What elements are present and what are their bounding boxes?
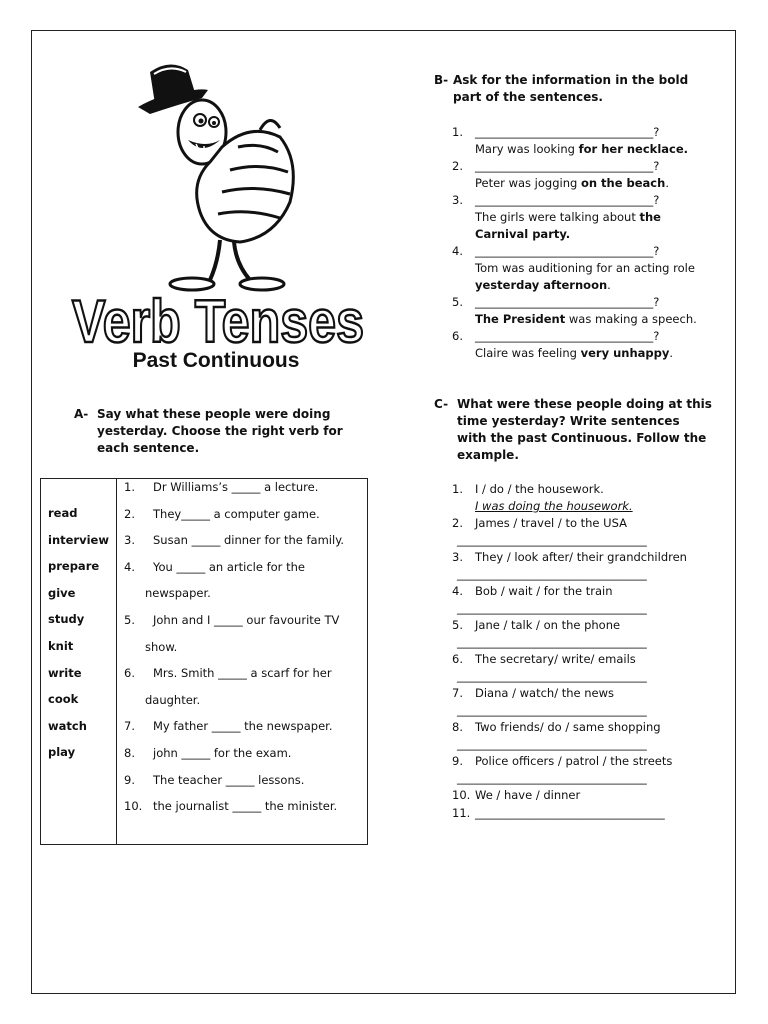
item-prompt: Jane / talk / on the phone [475, 618, 621, 632]
item-number: 7. [452, 686, 463, 700]
sentence-number: 5. [124, 613, 135, 627]
item-prompt: Police officers / patrol / the streets [475, 754, 673, 768]
sentence-number: 6. [124, 666, 135, 681]
sentence-fragment: was making a speech. [565, 312, 697, 326]
sentence-text: newspaper. [145, 586, 211, 601]
svg-text:Verb Tenses: Verb Tenses [72, 288, 364, 355]
answer-line: _________________________________ [457, 567, 647, 581]
prompt-sentence [475, 142, 688, 156]
sentence-text: Susan _____ dinner for the family. [153, 533, 345, 548]
item-number: 2. [452, 516, 463, 530]
section-b-letter: B- [434, 73, 449, 87]
sentence-text: show. [145, 639, 178, 654]
section-c-letter: C- [434, 397, 449, 411]
item-number: 4. [452, 584, 463, 598]
example-answer: I was doing the housework. [475, 499, 633, 513]
verb-option: interview [48, 532, 109, 547]
verb-option: watch [48, 718, 87, 733]
answer-line: _________________________________ [457, 601, 647, 615]
thumbs-mascot-illustration [130, 52, 300, 292]
sentence-fragment: Peter was jogging [475, 176, 581, 190]
item-prompt: Bob / wait / for the train [475, 584, 613, 598]
sentence-number: 8. [124, 746, 135, 760]
item-prompt: Diana / watch/ the news [475, 686, 615, 700]
section-c-instruction: What were these people doing at this time yesterday? Write sentences with the past Continuous. Follow the example. [457, 397, 712, 462]
bold-phrase: Carnival party. [475, 227, 571, 241]
question-number: 2. [452, 159, 463, 173]
verb-option: prepare [48, 559, 100, 574]
item-number: 11. [452, 806, 471, 820]
item-prompt: We / have / dinner [475, 788, 581, 802]
prompt-sentence [475, 176, 669, 190]
worksheet-subtitle: Past Continuous [132, 349, 300, 372]
section-b-heading [434, 72, 734, 112]
sentence-text: John and I _____ our favourite TV [153, 613, 340, 627]
prompt-sentence [475, 227, 570, 241]
answer-blank: _______________________________? [475, 193, 660, 207]
item-prompt: I / do / the housework. [475, 482, 604, 496]
sentence-text: My father _____ the newspaper. [153, 719, 333, 734]
sentence-text: The teacher _____ lessons. [153, 772, 305, 787]
answer-blank: _______________________________? [475, 159, 660, 173]
answer-line: _________________________________ [457, 737, 647, 751]
item-number: 3. [452, 550, 463, 564]
sentence-number: 4. [124, 559, 135, 574]
sentence-text: Mrs. Smith _____ a scarf for her [153, 666, 332, 681]
sentence-number: 9. [124, 772, 135, 787]
bold-phrase: for her necklace. [578, 142, 689, 156]
answer-line: _________________________________ [457, 533, 647, 547]
sentence-fragment: . [607, 278, 611, 292]
sentence-fragment: Claire was feeling [475, 346, 581, 360]
worksheet-title [68, 288, 368, 355]
answer-line: _________________________________ [457, 703, 647, 717]
item-prompt: James / travel / to the USA [475, 516, 627, 530]
section-b-instruction: Ask for the information in the bold part of the sentences. [453, 73, 689, 104]
verb-option: read [48, 506, 78, 520]
question-number: 3. [452, 193, 463, 207]
item-number: 8. [452, 720, 463, 734]
sentence-text: daughter. [145, 692, 201, 707]
sentence-number: 3. [124, 533, 135, 548]
prompt-sentence [475, 278, 611, 292]
sentence-fragment: The girls were talking about [475, 210, 640, 224]
prompt-sentence [475, 210, 661, 224]
prompt-sentence [475, 346, 673, 360]
bold-phrase: the [639, 210, 661, 224]
verb-option: write [48, 665, 82, 680]
bold-phrase: on the beach [580, 176, 666, 190]
sentence-number: 10. [124, 799, 143, 814]
sentence-text: They_____ a computer game. [153, 506, 320, 521]
section-a-letter: A- [74, 407, 89, 421]
item-prompt: The secretary/ write/ emails [475, 652, 636, 666]
answer-line: _________________________________ [457, 669, 647, 683]
sentence-fragment: . [669, 346, 674, 360]
answer-blank: _______________________________? [475, 244, 660, 258]
sentence-number: 7. [124, 719, 135, 734]
item-number: 9. [452, 754, 463, 768]
sentence-text: john _____ for the exam. [153, 746, 292, 760]
item-prompt: Two friends/ do / same shopping [475, 720, 661, 734]
item-number: 5. [452, 618, 463, 632]
table-divider [116, 479, 117, 844]
question-number: 5. [452, 295, 463, 309]
sentence-text: Dr Williams’s _____ a lecture. [153, 480, 319, 494]
answer-blank: _______________________________? [475, 295, 660, 309]
sentence-text: You _____ an article for the [153, 559, 305, 574]
question-number: 4. [452, 244, 463, 258]
section-a-instruction: Say what these people were doing yesterday. Choose the right verb for each sentence. [97, 407, 343, 455]
prompt-sentence [475, 312, 697, 326]
verb-option: cook [48, 692, 79, 707]
bold-phrase: The President [475, 312, 566, 326]
bold-phrase: yesterday afternoon [475, 278, 608, 292]
answer-line: _________________________________ [457, 771, 647, 785]
sentence-number: 2. [124, 506, 135, 521]
bold-phrase: very unhappy [580, 346, 670, 360]
item-number: 10. [452, 788, 471, 802]
verb-option: give [48, 585, 76, 600]
question-number: 1. [452, 125, 463, 139]
answer-line: _________________________________ [457, 635, 647, 649]
item-number: 6. [452, 652, 463, 666]
section-a-heading [74, 406, 374, 458]
answer-blank: _______________________________? [475, 125, 660, 139]
item-number: 1. [452, 482, 463, 496]
prompt-sentence [475, 261, 695, 275]
verb-option: play [48, 745, 76, 760]
section-c-heading [434, 396, 734, 468]
question-number: 6. [452, 329, 463, 343]
item-prompt: _________________________________ [475, 806, 665, 820]
sentence-text: the journalist _____ the minister. [153, 799, 338, 814]
sentence-fragment: Tom was auditioning for an acting role [475, 261, 695, 275]
answer-blank: _______________________________? [475, 329, 660, 343]
sentence-fragment: . [665, 176, 669, 190]
item-prompt: They / look after/ their grandchildren [475, 550, 687, 564]
sentence-fragment: Mary was looking [475, 142, 579, 156]
sentence-number: 1. [124, 480, 135, 494]
verb-option: study [48, 612, 85, 627]
verb-table [40, 478, 368, 845]
verb-option: knit [48, 639, 74, 653]
